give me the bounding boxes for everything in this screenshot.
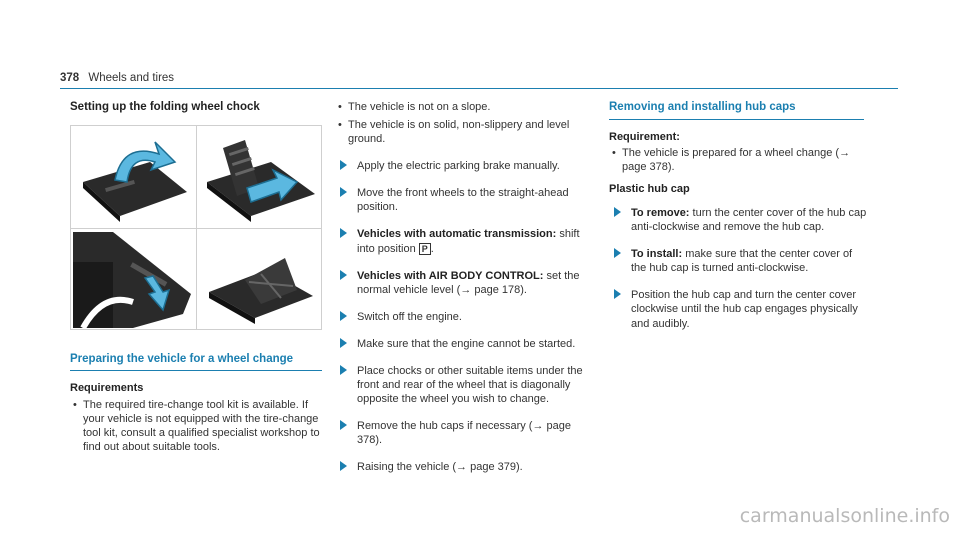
page-number: 378	[60, 72, 80, 84]
requirements-label: Requirements	[70, 382, 144, 395]
chock-panel-2	[201, 132, 319, 224]
step-automatic-transmission: Vehicles with automatic transmission: shift into position P .	[335, 227, 597, 255]
chock-panel-1	[75, 132, 193, 224]
step-engine-not-started: Make sure that the engine cannot be started.	[335, 337, 597, 351]
park-position-icon: P	[419, 243, 431, 255]
column-2	[335, 100, 597, 487]
column-1	[70, 100, 322, 458]
step-position-hub-cap: Position the hub cap and turn the center cover clockwise until the hub cap engages physically and audibly.	[609, 288, 869, 330]
step-parking-brake: Apply the electric parking brake manually.	[335, 159, 597, 173]
chock-heading: Setting up the folding wheel chock	[70, 101, 260, 113]
step-switch-off-engine: Switch off the engine.	[335, 310, 597, 324]
plastic-hub-cap-subheading: Plastic hub cap	[609, 182, 690, 195]
column-3	[609, 100, 869, 344]
step-arrow-icon	[340, 228, 347, 238]
watermark: carmanualsonline.info	[739, 505, 950, 527]
section-title: Wheels and tires	[88, 72, 175, 84]
step-arrow-icon	[340, 160, 347, 170]
step-arrow-icon	[340, 365, 347, 375]
step-arrow-icon	[614, 289, 621, 299]
prepare-heading: Preparing the vehicle for a wheel change	[70, 352, 322, 372]
step-arrow-icon	[614, 207, 621, 217]
step-raise-vehicle: Raising the vehicle (→ page 379).	[335, 460, 597, 474]
step-to-remove: To remove: turn the center cover of the hub cap anti-clockwise and remove the hub cap.	[609, 206, 869, 234]
requirement-item: • The vehicle is not on a slope.	[335, 100, 597, 114]
step-arrow-icon	[340, 311, 347, 321]
requirement-item: • The required tire-change tool kit is available. If your vehicle is not equipped with the tire-change tool kit, consult a qualified specialist workshop to find out about suitable tools.	[70, 398, 322, 454]
chock-panel-3	[73, 232, 193, 328]
requirement-item: • The vehicle is on solid, non-slippery and level ground.	[335, 118, 597, 146]
step-arrow-icon	[340, 338, 347, 348]
requirement-label: Requirement:	[609, 130, 680, 143]
step-remove-hub-caps: Remove the hub caps if necessary (→ page 378).	[335, 419, 597, 447]
requirement-item: • The vehicle is prepared for a wheel change (→ page 378).	[609, 146, 869, 174]
step-arrow-icon	[614, 248, 621, 258]
step-to-install: To install: make sure that the center cover of the hub cap is turned anti-clockwise.	[609, 247, 869, 275]
header-rule	[60, 88, 898, 89]
step-place-chocks: Place chocks or other suitable items under the front and rear of the wheel that is diagonally opposite the wheel you wish to change.	[335, 364, 597, 406]
step-arrow-icon	[340, 420, 347, 430]
hub-caps-heading: Removing and installing hub caps	[609, 100, 864, 120]
step-air-body-control: Vehicles with AIR BODY CONTROL: set the normal vehicle level (→ page 178).	[335, 269, 597, 297]
step-arrow-icon	[340, 187, 347, 197]
chock-panel-4	[201, 232, 319, 328]
step-front-wheels: Move the front wheels to the straight-ahead position.	[335, 186, 597, 214]
step-arrow-icon	[340, 270, 347, 280]
step-arrow-icon	[340, 461, 347, 471]
wheel-chock-figure	[70, 125, 322, 330]
